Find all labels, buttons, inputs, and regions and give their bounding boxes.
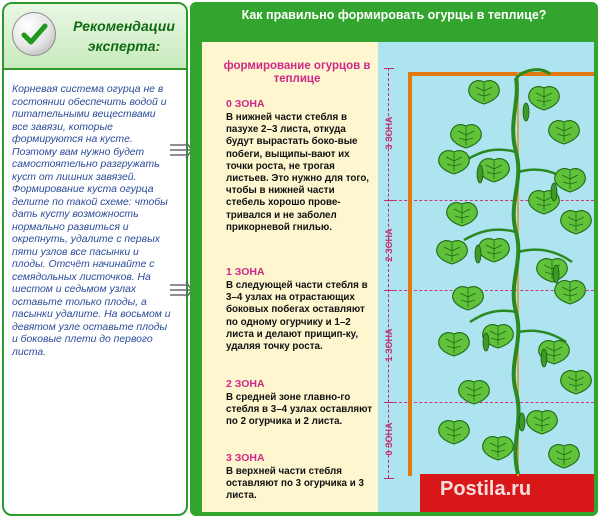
zone-3-text: В верхней части стебля оставляют по 3 огурчика и 3 листа. (226, 466, 364, 502)
zone-2-text: В средней зоне главно-го стебля в 3–4 узлах оставляют по 2 огурчика и 2 листа. (226, 392, 373, 428)
sidebar-title: Рекомендации эксперта: (73, 18, 175, 54)
zone-3-label: 3 ЗОНА (226, 452, 265, 464)
ruler-label-zone-1: 1 ЗОНА (384, 328, 394, 362)
section-title: формирование огурцов в теплице (223, 60, 371, 85)
zone-1-text: В следующей части стебля в 3–4 узлах на отрастающих боковых побегах оставляют по одному огурчику и 1–2 листа и делают прищип-ку, удаляя точку роста. (226, 280, 368, 353)
ruler-tick (384, 478, 394, 479)
zone-0-text: В нижней части стебля в пазухе 2–3 листа, откуда будут вырастать боко-вые побеги, выщипы-вают их точки роста, не трогая листьев. Это нужно для того, чтобы в нижней части стебель хорошо прове-тривался и не заболел прикорневой гнилью. (226, 112, 370, 233)
sidebar-header (4, 4, 186, 70)
diagram-area (202, 42, 594, 512)
checkmark-icon (12, 12, 56, 56)
infographic-panel (190, 2, 598, 516)
ruler-label-zone-3: 3 ЗОНА (384, 116, 394, 150)
ruler-tick (384, 68, 394, 69)
sidebar-text: Корневая система огурца не в состоянии обеспечить водой и питательными веществами все завязи, которые формируются на кусте. Поэтому вам нужно будет самостоятельно разгружать куст от лишних завязей. Формирование куста огурца делите по такой схеме: чтобы дать кусту возможность нормально развиться и окрепнуть, удалите с первых пяти узлов все пасынки и плоды. Отсчёт начинайте с семядольных листочков. На шестом и седьмом узлах оставьте только плоды, а пасынки удалите. На восьмом и девятом узле оставьте плоды и боковые плети до первого листа. (12, 84, 171, 358)
ruler-tick (384, 402, 394, 403)
zone-2-label: 2 ЗОНА (226, 378, 265, 390)
cucumber-plant-illustration (394, 42, 594, 512)
zone-0-label: 0 ЗОНА (226, 98, 265, 110)
zone-1-label: 1 ЗОНА (226, 266, 265, 278)
ruler-label-zone-2: 2 ЗОНА (384, 228, 394, 262)
page-title: Как правильно формировать огурцы в теплице? (241, 8, 547, 22)
ruler-tick (384, 290, 394, 291)
ruler-label-zone-0: 0 ЗОНА (384, 422, 394, 456)
ruler-tick (384, 200, 394, 201)
watermark: Postila.ru (440, 478, 532, 500)
expert-sidebar (2, 2, 188, 516)
